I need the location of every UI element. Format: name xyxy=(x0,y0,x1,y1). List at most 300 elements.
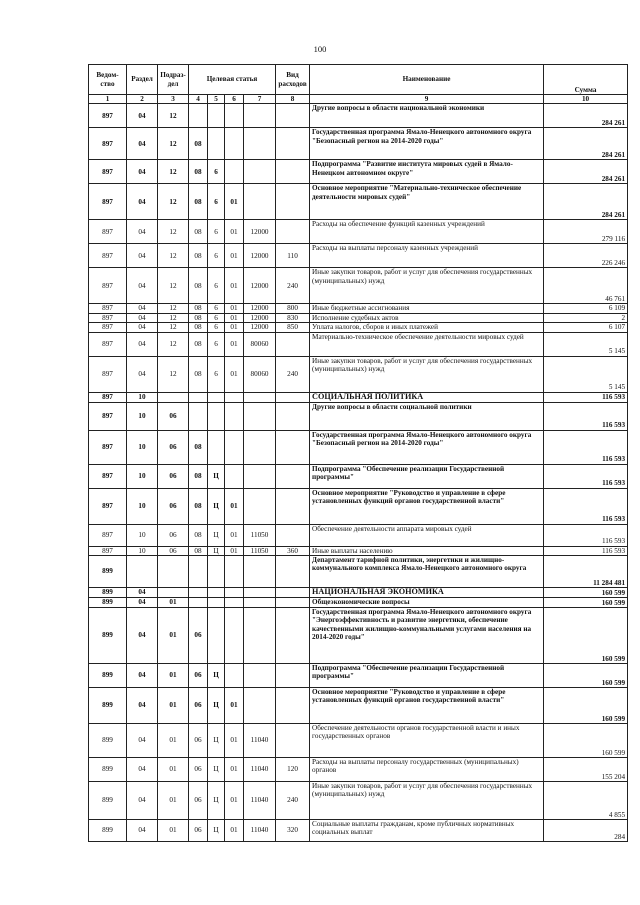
table-row xyxy=(89,556,628,588)
name-cell: Подпрограмма "Развитие института мировых судей в Ямало-Ненецком автономном округе" xyxy=(310,160,544,184)
name-cell: Государственная программа Ямало-Ненецкого автономного округа "Безопасный регион на 2014-2020 годы" xyxy=(310,128,544,160)
podrazdel-cell: 12 xyxy=(158,323,189,332)
direction-cell xyxy=(244,160,276,184)
event-cell: 01 xyxy=(225,184,244,220)
table-row xyxy=(89,184,628,220)
subprogram-cell: 6 xyxy=(208,304,225,313)
table-row xyxy=(89,758,628,782)
name-cell: Иные выплаты населению xyxy=(310,546,544,555)
vedomstvo-cell: 897 xyxy=(89,356,127,392)
vedomstvo-cell: 899 xyxy=(89,782,127,820)
sum-cell: 11 284 481 xyxy=(544,556,628,588)
vedomstvo-cell: 897 xyxy=(89,220,127,244)
col-number: 3 xyxy=(158,95,189,104)
header-naimenovanie: Наименование xyxy=(310,65,544,95)
sum-cell: 226 246 xyxy=(544,244,628,268)
event-cell: 01 xyxy=(225,332,244,356)
program-cell: 08 xyxy=(189,160,208,184)
sum-cell: 46 761 xyxy=(544,268,628,304)
direction-cell xyxy=(244,688,276,724)
vid-rashodov-cell: 800 xyxy=(276,304,310,313)
name-cell: Иные бюджетные ассигнования xyxy=(310,304,544,313)
direction-cell xyxy=(244,488,276,524)
name-cell: Другие вопросы в области национальной экономики xyxy=(310,104,544,128)
event-cell: 01 xyxy=(225,782,244,820)
col-number: 10 xyxy=(544,95,628,104)
event-cell xyxy=(225,392,244,402)
podrazdel-cell: 12 xyxy=(158,244,189,268)
subprogram-cell xyxy=(208,402,225,430)
program-cell: 06 xyxy=(189,820,208,842)
razdel-cell: 04 xyxy=(127,244,158,268)
program-cell: 08 xyxy=(189,128,208,160)
podrazdel-cell xyxy=(158,556,189,588)
vedomstvo-cell: 899 xyxy=(89,758,127,782)
podrazdel-cell: 12 xyxy=(158,332,189,356)
table-row xyxy=(89,608,628,664)
event-cell: 01 xyxy=(225,546,244,555)
sum-cell: 6 109 xyxy=(544,304,628,313)
vedomstvo-cell: 897 xyxy=(89,128,127,160)
razdel-cell: 04 xyxy=(127,184,158,220)
sum-cell: 116 593 xyxy=(544,402,628,430)
col-number: 7 xyxy=(244,95,276,104)
name-cell: Иные закупки товаров, работ и услуг для обеспечения государственных (муниципальных) нужд xyxy=(310,782,544,820)
table-row xyxy=(89,128,628,160)
vedomstvo-cell: 899 xyxy=(89,664,127,688)
vedomstvo-cell: 897 xyxy=(89,402,127,430)
direction-cell: 80060 xyxy=(244,356,276,392)
name-cell: Уплата налогов, сборов и иных платежей xyxy=(310,323,544,332)
vid-rashodov-cell: 110 xyxy=(276,244,310,268)
program-cell: 08 xyxy=(189,546,208,555)
name-cell: Общеэкономические вопросы xyxy=(310,598,544,608)
direction-cell xyxy=(244,464,276,488)
vedomstvo-cell: 897 xyxy=(89,524,127,546)
subprogram-cell: 6 xyxy=(208,244,225,268)
program-cell: 08 xyxy=(189,268,208,304)
podrazdel-cell: 01 xyxy=(158,758,189,782)
vedomstvo-cell: 897 xyxy=(89,464,127,488)
vid-rashodov-cell xyxy=(276,184,310,220)
col-number: 2 xyxy=(127,95,158,104)
table-row xyxy=(89,304,628,313)
sum-cell: 5 145 xyxy=(544,356,628,392)
subprogram-cell xyxy=(208,608,225,664)
podrazdel-cell: 12 xyxy=(158,268,189,304)
table-row xyxy=(89,244,628,268)
table-row xyxy=(89,664,628,688)
podrazdel-cell: 12 xyxy=(158,313,189,322)
event-cell xyxy=(225,588,244,598)
vedomstvo-cell: 897 xyxy=(89,323,127,332)
subprogram-cell: Ц xyxy=(208,758,225,782)
subprogram-cell xyxy=(208,598,225,608)
podrazdel-cell: 01 xyxy=(158,820,189,842)
sum-cell: 116 593 xyxy=(544,464,628,488)
event-cell xyxy=(225,464,244,488)
name-cell: Обеспечение деятельности аппарата мировых судей xyxy=(310,524,544,546)
razdel-cell: 04 xyxy=(127,820,158,842)
header-summa: Сумма xyxy=(544,65,628,95)
table-row xyxy=(89,332,628,356)
sum-cell: 6 107 xyxy=(544,323,628,332)
vedomstvo-cell: 897 xyxy=(89,488,127,524)
razdel-cell: 04 xyxy=(127,104,158,128)
table-row xyxy=(89,430,628,464)
vedomstvo-cell: 897 xyxy=(89,313,127,322)
sum-cell: 4 855 xyxy=(544,782,628,820)
vid-rashodov-cell xyxy=(276,220,310,244)
podrazdel-cell: 06 xyxy=(158,546,189,555)
program-cell xyxy=(189,598,208,608)
event-cell xyxy=(225,104,244,128)
program-cell: 08 xyxy=(189,356,208,392)
razdel-cell: 04 xyxy=(127,664,158,688)
vedomstvo-cell: 899 xyxy=(89,688,127,724)
vedomstvo-cell: 899 xyxy=(89,556,127,588)
direction-cell: 11050 xyxy=(244,546,276,555)
vid-rashodov-cell xyxy=(276,664,310,688)
program-cell: 08 xyxy=(189,488,208,524)
subprogram-cell: 6 xyxy=(208,356,225,392)
direction-cell: 12000 xyxy=(244,220,276,244)
subprogram-cell xyxy=(208,430,225,464)
vedomstvo-cell: 897 xyxy=(89,184,127,220)
vid-rashodov-cell xyxy=(276,332,310,356)
event-cell xyxy=(225,160,244,184)
vedomstvo-cell: 897 xyxy=(89,546,127,555)
vedomstvo-cell: 899 xyxy=(89,588,127,598)
podrazdel-cell: 12 xyxy=(158,184,189,220)
col-number: 8 xyxy=(276,95,310,104)
name-cell: Другие вопросы в области социальной политики xyxy=(310,402,544,430)
header-celevaya-statya: Целевая статья xyxy=(189,65,276,95)
subprogram-cell: Ц xyxy=(208,688,225,724)
name-cell: Государственная программа Ямало-Ненецкого автономного округа "Энергоэффективность и развитие энергетики, обеспечение качественными жилищно-коммунальными услугами населения на 2014-2020 годы" xyxy=(310,608,544,664)
table-row xyxy=(89,356,628,392)
direction-cell: 11040 xyxy=(244,758,276,782)
razdel-cell xyxy=(127,556,158,588)
sum-cell: 116 593 xyxy=(544,546,628,555)
sum-cell: 116 593 xyxy=(544,488,628,524)
razdel-cell: 04 xyxy=(127,160,158,184)
event-cell xyxy=(225,430,244,464)
program-cell: 06 xyxy=(189,688,208,724)
direction-cell xyxy=(244,588,276,598)
event-cell: 01 xyxy=(225,268,244,304)
sum-cell: 160 599 xyxy=(544,598,628,608)
col-number: 6 xyxy=(225,95,244,104)
program-cell: 08 xyxy=(189,313,208,322)
subprogram-cell: Ц xyxy=(208,820,225,842)
sum-cell: 155 204 xyxy=(544,758,628,782)
name-cell: Иные закупки товаров, работ и услуг для обеспечения государственных (муниципальных) нужд xyxy=(310,268,544,304)
program-cell: 08 xyxy=(189,323,208,332)
razdel-cell: 10 xyxy=(127,464,158,488)
subprogram-cell xyxy=(208,556,225,588)
name-cell: СОЦИАЛЬНАЯ ПОЛИТИКА xyxy=(310,392,544,402)
event-cell xyxy=(225,598,244,608)
header-vid-rashodov: Вид расходов xyxy=(276,65,310,95)
header-vedomstvo: Ведом-ство xyxy=(89,65,127,95)
table-row xyxy=(89,820,628,842)
razdel-cell: 04 xyxy=(127,688,158,724)
vid-rashodov-cell: 360 xyxy=(276,546,310,555)
name-cell: Департамент тарифной политики, энергетики и жилищно-коммунального комплекса Ямало-Ненецкого автономного округа xyxy=(310,556,544,588)
direction-cell xyxy=(244,664,276,688)
subprogram-cell: 6 xyxy=(208,323,225,332)
direction-cell: 11040 xyxy=(244,782,276,820)
razdel-cell: 04 xyxy=(127,598,158,608)
event-cell xyxy=(225,608,244,664)
direction-cell: 12000 xyxy=(244,268,276,304)
sum-cell: 160 599 xyxy=(544,588,628,598)
direction-cell xyxy=(244,392,276,402)
direction-cell xyxy=(244,402,276,430)
vid-rashodov-cell: 120 xyxy=(276,758,310,782)
event-cell xyxy=(225,402,244,430)
razdel-cell: 04 xyxy=(127,220,158,244)
program-cell xyxy=(189,402,208,430)
program-cell: 08 xyxy=(189,244,208,268)
subprogram-cell xyxy=(208,104,225,128)
vid-rashodov-cell xyxy=(276,598,310,608)
program-cell: 08 xyxy=(189,220,208,244)
vid-rashodov-cell: 320 xyxy=(276,820,310,842)
direction-cell: 12000 xyxy=(244,244,276,268)
razdel-cell: 04 xyxy=(127,588,158,598)
event-cell: 01 xyxy=(225,220,244,244)
vid-rashodov-cell xyxy=(276,464,310,488)
direction-cell: 12000 xyxy=(244,304,276,313)
table-row xyxy=(89,104,628,128)
program-cell: 06 xyxy=(189,782,208,820)
table-row xyxy=(89,402,628,430)
razdel-cell: 04 xyxy=(127,724,158,758)
vid-rashodov-cell xyxy=(276,588,310,598)
program-cell: 06 xyxy=(189,758,208,782)
sum-cell: 116 593 xyxy=(544,524,628,546)
podrazdel-cell: 06 xyxy=(158,488,189,524)
podrazdel-cell: 12 xyxy=(158,104,189,128)
podrazdel-cell xyxy=(158,588,189,598)
razdel-cell: 04 xyxy=(127,128,158,160)
table-row xyxy=(89,323,628,332)
direction-cell: 80060 xyxy=(244,332,276,356)
vid-rashodov-cell xyxy=(276,104,310,128)
direction-cell xyxy=(244,556,276,588)
event-cell: 01 xyxy=(225,323,244,332)
vid-rashodov-cell xyxy=(276,392,310,402)
vedomstvo-cell: 899 xyxy=(89,724,127,758)
sum-cell: 5 145 xyxy=(544,332,628,356)
podrazdel-cell: 12 xyxy=(158,160,189,184)
name-cell: НАЦИОНАЛЬНАЯ ЭКОНОМИКА xyxy=(310,588,544,598)
subprogram-cell: 6 xyxy=(208,313,225,322)
name-cell: Государственная программа Ямало-Ненецкого автономного округа "Безопасный регион на 2014-2020 годы" xyxy=(310,430,544,464)
program-cell: 08 xyxy=(189,332,208,356)
table-body xyxy=(89,104,628,842)
sum-cell: 160 599 xyxy=(544,688,628,724)
direction-cell xyxy=(244,128,276,160)
event-cell: 01 xyxy=(225,820,244,842)
vedomstvo-cell: 897 xyxy=(89,304,127,313)
program-cell: 08 xyxy=(189,184,208,220)
table-row xyxy=(89,392,628,402)
vid-rashodov-cell: 240 xyxy=(276,268,310,304)
sum-cell: 279 116 xyxy=(544,220,628,244)
podrazdel-cell: 01 xyxy=(158,664,189,688)
event-cell xyxy=(225,556,244,588)
name-cell: Расходы на обеспечение функций казенных учреждений xyxy=(310,220,544,244)
vid-rashodov-cell xyxy=(276,524,310,546)
event-cell: 01 xyxy=(225,313,244,322)
col-number: 1 xyxy=(89,95,127,104)
razdel-cell: 04 xyxy=(127,313,158,322)
event-cell: 01 xyxy=(225,758,244,782)
program-cell xyxy=(189,588,208,598)
sum-cell: 160 599 xyxy=(544,608,628,664)
name-cell: Подпрограмма "Обеспечение реализации Государственной программы" xyxy=(310,464,544,488)
sum-cell: 284 261 xyxy=(544,184,628,220)
program-cell xyxy=(189,392,208,402)
sum-cell: 284 261 xyxy=(544,104,628,128)
subprogram-cell: Ц xyxy=(208,782,225,820)
name-cell: Исполнение судебных актов xyxy=(310,313,544,322)
podrazdel-cell: 12 xyxy=(158,356,189,392)
subprogram-cell: 6 xyxy=(208,332,225,356)
razdel-cell: 04 xyxy=(127,608,158,664)
table-row xyxy=(89,524,628,546)
subprogram-cell xyxy=(208,392,225,402)
table-row xyxy=(89,488,628,524)
sum-cell: 116 593 xyxy=(544,392,628,402)
event-cell: 01 xyxy=(225,244,244,268)
sum-cell: 160 599 xyxy=(544,724,628,758)
table-row xyxy=(89,464,628,488)
table-row xyxy=(89,546,628,555)
header-razdel: Раздел xyxy=(127,65,158,95)
razdel-cell: 10 xyxy=(127,402,158,430)
vid-rashodov-cell xyxy=(276,724,310,758)
podrazdel-cell: 01 xyxy=(158,598,189,608)
vid-rashodov-cell: 240 xyxy=(276,356,310,392)
subprogram-cell: Ц xyxy=(208,664,225,688)
direction-cell xyxy=(244,184,276,220)
vedomstvo-cell: 899 xyxy=(89,608,127,664)
direction-cell: 12000 xyxy=(244,323,276,332)
table-row xyxy=(89,688,628,724)
razdel-cell: 10 xyxy=(127,546,158,555)
col-number: 9 xyxy=(310,95,544,104)
vedomstvo-cell: 899 xyxy=(89,820,127,842)
razdel-cell: 10 xyxy=(127,524,158,546)
subprogram-cell xyxy=(208,588,225,598)
table-row xyxy=(89,782,628,820)
podrazdel-cell: 01 xyxy=(158,724,189,758)
program-cell: 08 xyxy=(189,430,208,464)
page-number: 100 xyxy=(313,44,327,54)
direction-cell xyxy=(244,430,276,464)
program-cell xyxy=(189,104,208,128)
program-cell: 06 xyxy=(189,724,208,758)
sum-cell: 284 261 xyxy=(544,128,628,160)
name-cell: Расходы на выплаты персоналу казенных учреждений xyxy=(310,244,544,268)
event-cell: 01 xyxy=(225,688,244,724)
event-cell: 01 xyxy=(225,356,244,392)
name-cell: Основное мероприятие "Материально-техническое обеспечение деятельности мировых судей" xyxy=(310,184,544,220)
vid-rashodov-cell: 850 xyxy=(276,323,310,332)
podrazdel-cell: 01 xyxy=(158,688,189,724)
vedomstvo-cell: 897 xyxy=(89,160,127,184)
direction-cell: 11040 xyxy=(244,820,276,842)
razdel-cell: 04 xyxy=(127,304,158,313)
event-cell: 01 xyxy=(225,524,244,546)
razdel-cell: 04 xyxy=(127,332,158,356)
event-cell: 01 xyxy=(225,488,244,524)
sum-cell: 284 xyxy=(544,820,628,842)
table-row xyxy=(89,598,628,608)
table-row xyxy=(89,160,628,184)
podrazdel-cell: 06 xyxy=(158,524,189,546)
direction-cell xyxy=(244,608,276,664)
name-cell: Подпрограмма "Обеспечение реализации Государственной программы" xyxy=(310,664,544,688)
program-cell: 06 xyxy=(189,664,208,688)
budget-table xyxy=(88,64,628,842)
direction-cell: 11050 xyxy=(244,524,276,546)
direction-cell: 11040 xyxy=(244,724,276,758)
subprogram-cell: 6 xyxy=(208,184,225,220)
razdel-cell: 04 xyxy=(127,782,158,820)
podrazdel-cell: 06 xyxy=(158,464,189,488)
name-cell: Материально-техническое обеспечение деятельности мировых судей xyxy=(310,332,544,356)
event-cell: 01 xyxy=(225,304,244,313)
podrazdel-cell: 12 xyxy=(158,128,189,160)
podrazdel-cell xyxy=(158,392,189,402)
subprogram-cell: 6 xyxy=(208,160,225,184)
program-cell: 08 xyxy=(189,524,208,546)
vid-rashodov-cell: 240 xyxy=(276,782,310,820)
razdel-cell: 04 xyxy=(127,323,158,332)
sum-cell: 284 261 xyxy=(544,160,628,184)
name-cell: Расходы на выплаты персоналу государственных (муниципальных) органов xyxy=(310,758,544,782)
podrazdel-cell: 12 xyxy=(158,304,189,313)
sum-cell: 160 599 xyxy=(544,664,628,688)
direction-cell xyxy=(244,104,276,128)
event-cell xyxy=(225,664,244,688)
vedomstvo-cell: 897 xyxy=(89,332,127,356)
subprogram-cell: Ц xyxy=(208,488,225,524)
name-cell: Иные закупки товаров, работ и услуг для обеспечения государственных (муниципальных) нужд xyxy=(310,356,544,392)
column-number-row xyxy=(89,95,628,104)
header-podrazdel: Подраз-дел xyxy=(158,65,189,95)
name-cell: Основное мероприятие "Руководство и управление в сфере установленных функций органов государственной власти" xyxy=(310,688,544,724)
table-row xyxy=(89,313,628,322)
podrazdel-cell: 06 xyxy=(158,402,189,430)
subprogram-cell: 6 xyxy=(208,268,225,304)
razdel-cell: 10 xyxy=(127,430,158,464)
podrazdel-cell: 06 xyxy=(158,430,189,464)
direction-cell: 12000 xyxy=(244,313,276,322)
vedomstvo-cell: 897 xyxy=(89,104,127,128)
vid-rashodov-cell xyxy=(276,488,310,524)
sum-cell: 116 593 xyxy=(544,430,628,464)
subprogram-cell: 6 xyxy=(208,220,225,244)
direction-cell xyxy=(244,598,276,608)
vedomstvo-cell: 897 xyxy=(89,392,127,402)
col-number: 4 xyxy=(189,95,208,104)
